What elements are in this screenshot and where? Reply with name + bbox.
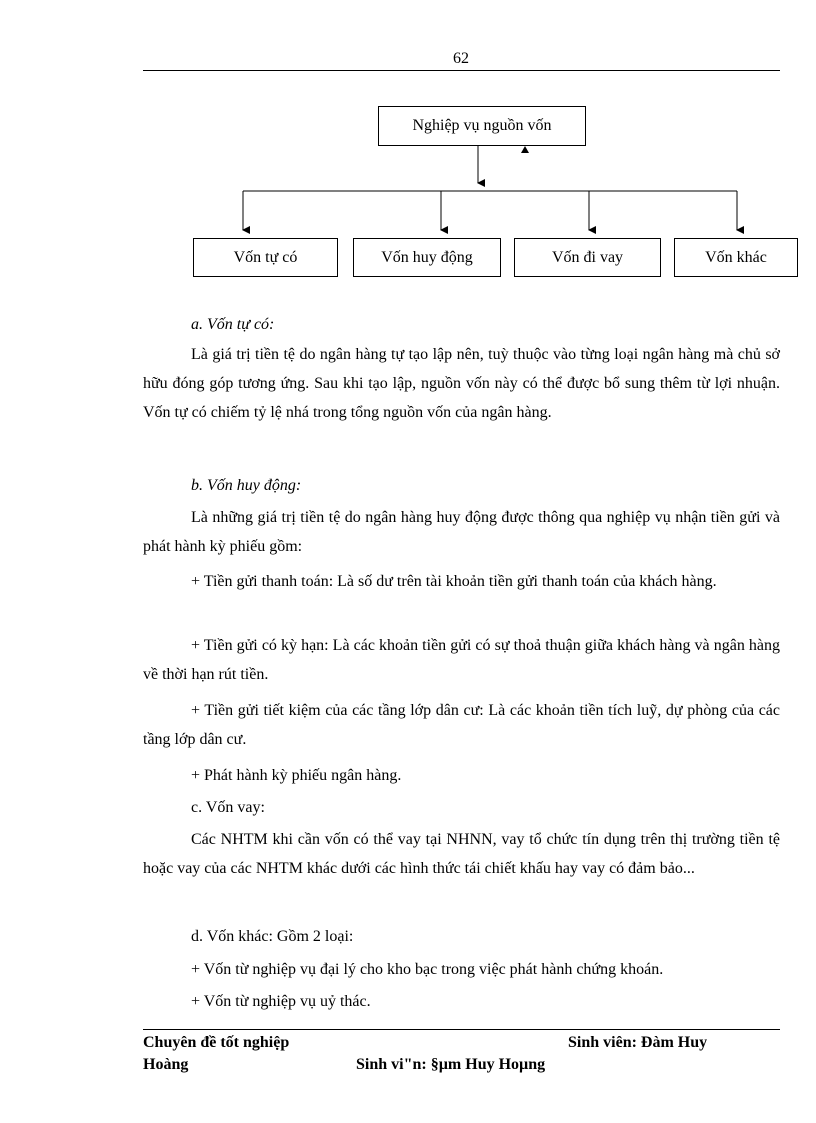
heading-b: b. Vốn huy động:: [191, 477, 302, 494]
bullet-dai-ly-kho-bac: + Vốn từ nghiệp vụ đại lý cho kho bạc trong việc phát hành chứng khoán.: [191, 961, 664, 978]
paragraph-a: Là giá trị tiền tệ do ngân hàng tự tạo lập nên, tuỳ thuộc vào từng loại ngân hàng mà chủ sở hữu đóng góp tương ứng. Sau khi tạo lập, nguồn vốn này có thể được bổ sung thêm từ lợi nhuận. Vốn tự có chiếm tỷ lệ nhá trong tổng nguồn vốn của ngân hàng.: [143, 346, 780, 421]
bullet-tien-gui-tiet-kiem: + Tiền gửi tiết kiệm của các tầng lớp dân cư: Là các khoản tiền tích luỹ, dự phòng của các tầng lớp dân cư.: [143, 702, 780, 748]
bullet-phat-hanh-ky-phieu: + Phát hành kỳ phiếu ngân hàng.: [191, 767, 402, 784]
heading-a: a. Vốn tự có:: [191, 316, 275, 333]
bullet-tien-gui-co-ky-han: + Tiền gửi có kỳ hạn: Là các khoản tiền gửi có sự thoả thuận giữa khách hàng và ngân hàng về thời hạn rút tiền.: [143, 637, 780, 683]
footer-rule: [143, 1029, 780, 1030]
heading-c: c. Vốn vay:: [191, 799, 265, 816]
up-arrow-icon: [521, 146, 529, 153]
footer-center-line2: Sinh vi"n: §µm Huy Hoµng: [356, 1056, 546, 1073]
footer-left-line2: Hoàng: [143, 1056, 189, 1073]
diagram-root-box: Nghiệp vụ nguồn vốn: [378, 106, 586, 146]
diagram-box-von-huy-dong: Vốn huy động: [353, 238, 501, 277]
heading-d: d. Vốn khác: Gồm 2 loại:: [191, 928, 354, 945]
diagram-box-von-khac: Vốn khác: [674, 238, 798, 277]
diagram-box-von-di-vay: Vốn đi vay: [514, 238, 661, 277]
page-number: 62: [453, 50, 469, 67]
paragraph-c: Các NHTM khi cần vốn có thể vay tại NHNN, vay tổ chức tín dụng trên thị trường tiền tệ hoặc vay của các NHTM khác dưới các hình thức tái chiết khấu hay vay có đảm bảo...: [143, 831, 780, 877]
paragraph-b: Là những giá trị tiền tệ do ngân hàng huy động được thông qua nghiệp vụ nhận tiền gửi và phát hành kỳ phiếu gồm:: [143, 509, 780, 555]
footer-right-line1: Sinh viên: Đàm Huy: [568, 1034, 708, 1051]
bullet-uy-thac: + Vốn từ nghiệp vụ uỷ thác.: [191, 993, 371, 1010]
bullet-tien-gui-thanh-toan: + Tiền gửi thanh toán: Là số dư trên tài khoản tiền gửi thanh toán của khách hàng.: [191, 573, 717, 590]
diagram-box-von-tu-co: Vốn tự có: [193, 238, 338, 277]
footer-left-line1: Chuyên đề tốt nghiệp: [143, 1034, 290, 1051]
